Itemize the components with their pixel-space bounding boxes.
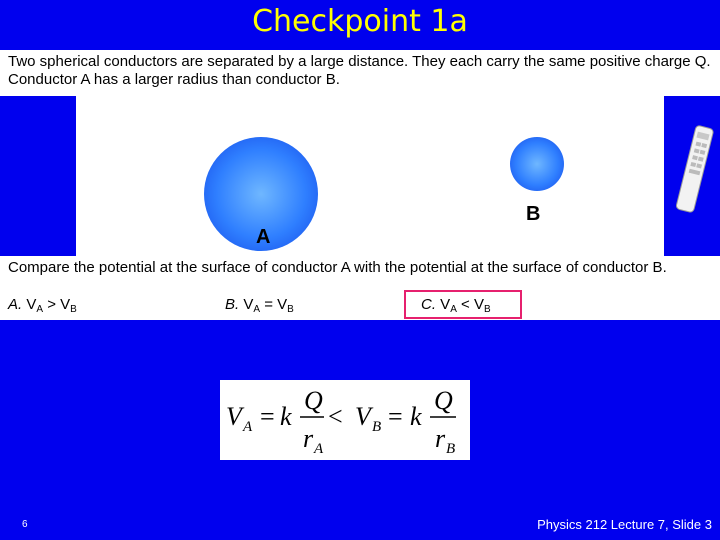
option-c[interactable]: C. $V_A < V_B$ [421,296,491,315]
eq-sub-b: B [372,419,382,435]
eq-equals-1: = [260,402,275,431]
question-panel [0,256,720,320]
answer-options [8,296,708,316]
option-b[interactable]: B. $V_A = V_B$ [225,296,294,315]
intro-text: Two spherical conductors are separated by a large distance. They each carry the same positive charge Q. Conductor A has a larger radius than conductor B. [0,50,720,96]
eq-k-2: k [410,402,422,431]
eq-q-1: Q [304,386,323,415]
correct-answer-highlight [404,290,522,319]
eq-r-sub-a: A [314,441,324,457]
option-a[interactable]: A. $V_A > V_B$ [8,296,77,315]
question-text: Compare the potential at the surface of conductor A with the potential at the surface of conductor B. [8,259,667,276]
eq-r-sub-b: B [446,441,456,457]
conductor-b-label: B [526,203,541,225]
eq-q-2: Q [434,386,453,415]
clicker-remote-icon [676,122,714,214]
footer-text: Physics 212 Lecture 7, Slide 3 [537,517,712,532]
eq-sub-a: A [243,419,253,435]
conductor-b-sphere [510,137,564,191]
slide-number: 6 [22,519,28,530]
equation-graphic [220,380,470,460]
eq-equals-2: = [388,402,403,431]
conductors-figure [76,96,664,256]
eq-less-than: < [328,402,343,431]
eq-v: V [226,402,242,431]
eq-r-2: r [435,424,446,453]
conductor-a-label: A [256,226,271,248]
slide-title: Checkpoint 1a [252,4,468,39]
potential-equation [220,380,470,460]
eq-r-1: r [303,424,314,453]
eq-v-b: V [355,402,371,431]
eq-k-1: k [280,402,292,431]
